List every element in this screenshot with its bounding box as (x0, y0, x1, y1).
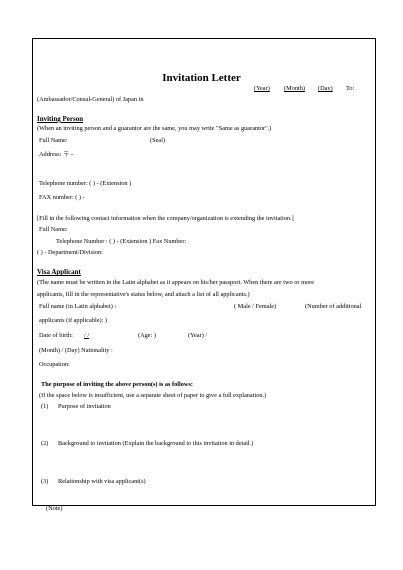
fill-note: [Fill in the following contact information when the company/organization is extending the invitation.] (37, 215, 294, 222)
visa-note-1: (The name must be written in the Latin alphabet as it appears on his/her passport. When there are two or more (37, 279, 315, 286)
inviting-person-heading: Inviting Person (37, 115, 84, 123)
day-field[interactable]: (Day) (318, 85, 333, 92)
month-field[interactable]: (Month) (284, 85, 305, 92)
item-3-label: Relationship with visa applicant(s) (58, 478, 146, 485)
full-name-label: Full Name: (39, 137, 68, 144)
age-field: (Age: ) (138, 332, 157, 339)
item-3-number: (3) (41, 478, 49, 485)
sex-field[interactable]: ( Male / Female) (234, 303, 277, 310)
visa-applicant-heading: Visa Applicant (37, 268, 81, 276)
letter-frame (32, 38, 376, 506)
occupation-label: Occupation: (39, 361, 70, 368)
item-1-number: (1) (41, 403, 49, 410)
month-day-nationality: (Month) / (Day) Nationality : (39, 347, 113, 354)
department-label: ( ) - Department/Division: (37, 249, 103, 256)
purpose-heading: The purpose of inviting the above person(s) is as follows: (41, 381, 194, 388)
item-2-label: Background to invitation (Explain the background to this invitation in detail.) (58, 440, 254, 447)
fullname-latin-label: Full name (in Latin alphabet) : (39, 303, 117, 310)
to-label: To: (346, 85, 355, 92)
dob-label: Date of birth: (39, 332, 73, 339)
address-label: Address: 〒 - (39, 151, 73, 158)
visa-note-2: applicants, fill in the representative's status below, and attach a list of all applicants.) (37, 291, 250, 298)
footer-note: (Note) (46, 505, 63, 512)
item-2-number: (2) (41, 440, 49, 447)
page-title: Invitation Letter (162, 72, 241, 84)
additional-applicants-label: (Number of additional (305, 303, 362, 310)
dob-field[interactable]: / / (84, 332, 90, 339)
telephone-label-2: Telephone Number : ( ) - (Extension ) Fax Number: (56, 238, 187, 245)
telephone-label: Telephone number: ( ) - (Extension ) (39, 180, 132, 187)
full-name-label-2: Full Name: (39, 226, 68, 233)
fax-label: FAX number: ( ) - (39, 194, 85, 201)
applicants-line: applicants (if applicable): ) (39, 317, 108, 324)
year-label: (Year) / (188, 332, 208, 339)
purpose-note: (If the space below is insufficient, use a separate sheet of paper to give a full explanation.) (39, 392, 267, 399)
seal-label: (Seal) (150, 137, 166, 144)
addressee-line: (Ambassador/Consul-General) of Japan in (37, 96, 144, 103)
year-field[interactable]: (Year) (254, 85, 270, 92)
item-1-label: Purpose of invitation (58, 403, 111, 410)
inviting-note: (When an inviting person and a guarantor are the same, you may write "Same as guarantor".) (37, 125, 272, 132)
